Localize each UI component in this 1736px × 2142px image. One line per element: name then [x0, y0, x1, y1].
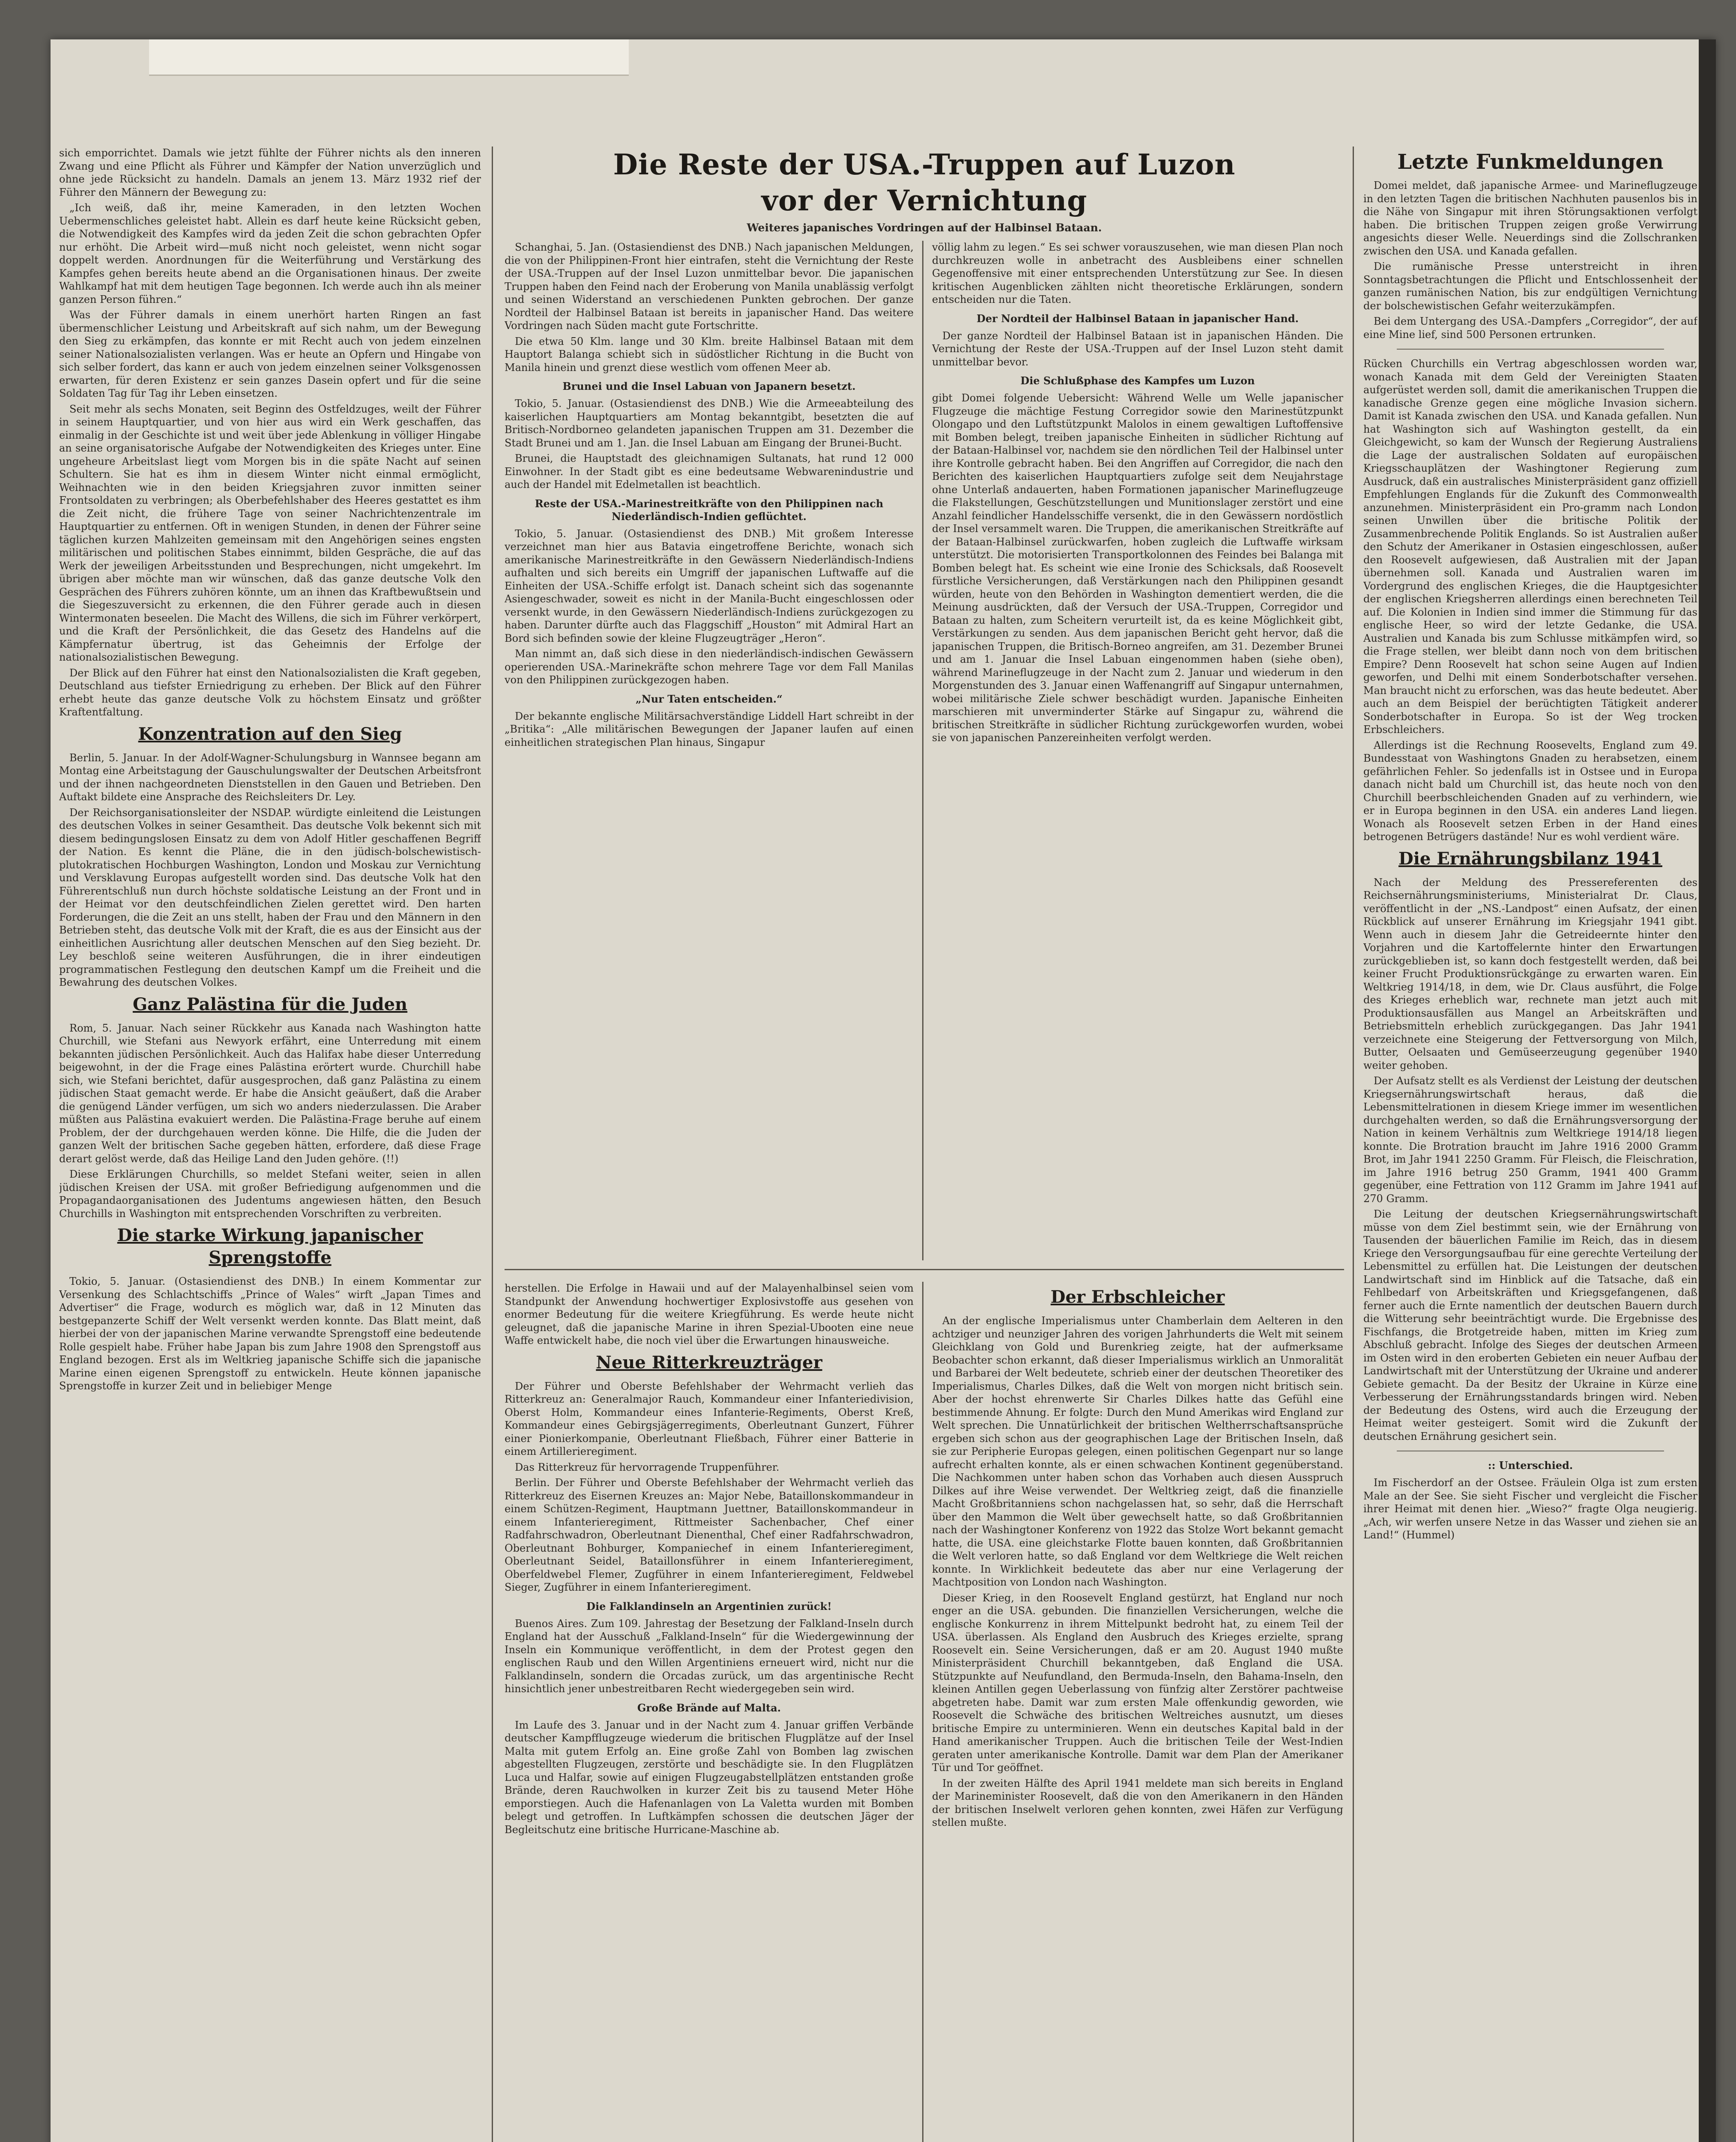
sub-brunei: Brunei und die Insel Labuan von Japanern besetzt. [562, 380, 856, 392]
sub-malta: Große Brände auf Malta. [637, 1701, 781, 1714]
article-paragraph: Berlin. Der Führer und Oberste Befehlshaber der Wehrmacht verlieh das Ritterkreuz des Eisernen Kreuzes an: Major Nebe, Bataillonskommandeur in einem Schützen-Regiment, Hauptmann Juettner, Bataillonskommandeur in einem Infanterieregiment, Rittmeister Sachenbacher, Chef einer Radfahrschwadron, Oberleutnant Dienenthal, Chef einer Radfahrschwadron, Oberleutnant Bohburger, Kompaniechef in einem Infanterieregiment, Oberleutnant Seidel, Bataillonsführer in einem Infanterieregiment, Oberfeldwebel Flemer, Zugführer in einem Infanterieregiment, Feldwebel Sieger, Zugführer in einem Infanterieregiment. [505, 1477, 914, 1593]
column-rule-1 [492, 147, 493, 2142]
main-headline-line2: vor der Vernichtung [761, 184, 1088, 217]
sub-nordteil-bataan: Der Nordteil der Halbinsel Bataan in japanischer Hand. [977, 312, 1299, 325]
article-paragraph: Diese Erklärungen Churchills, so meldet Stefani weiter, seien in allen jüdischen Kreisen der USA. mit großer Befriedigung aufgenommen und die Propagandaorganisationen des Judentums angewiesen hätten, den Besuch Churchills in Washington mit entsprechenden Vorschriften zu verbreiten. [59, 1168, 481, 1220]
article-paragraph: Was der Führer damals in einem unerhört harten Ringen an fast übermenschlicher Leistung und Arbeitskraft auf sich nahm, um der Bewegung den Sieg zu erkämpfen, das konnte er mit Recht auch von jedem einzelnen seiner Nationalsozialisten verlangen. Was er heute an Opfern und Hingabe von sich selber fordert, das kann er auch von jedem einzelnen seiner Volksgenossen erwarten, für deren Existenz er sein ganzes Dasein opfert und für die seine Soldaten Tag für Tag ihr Leben einsetzen. [59, 309, 481, 399]
article-paragraph: Schanghai, 5. Jan. (Ostasiendienst des DNB.) Nach japanischen Meldungen, die von der Philippinen-Front hier eintrafen, steht die Vernichtung der Reste der USA.-Truppen auf der Insel Luzon unmittelbar bevor. Die japanischen Truppen haben den Feind nach der Eroberung von Manila unablässig verfolgt und seinen Widerstand an verschiedenen Punkten gebrochen. Der ganze Nordteil der Halbinsel Bataan ist bereits in japanischer Hand. Das weitere Vordringen nach Süden macht gute Fortschritte. [505, 241, 914, 332]
article-title-ritterkreuz: Neue Ritterkreuzträger [596, 1352, 822, 1373]
article-paragraph: Bei dem Untergang des USA.-Dampfers „Corregidor“, der auf eine Mine lief, sind 500 Personen ertrunken. [1363, 315, 1697, 341]
article-paragraph: Brunei, die Hauptstadt des gleichnamigen Sultanats, hat rund 12 000 Einwohner. In der Stadt gibt es eine bedeutsame Webwarenindustrie und auch der Handel mit Edelmetallen ist beachtlich. [505, 452, 914, 491]
article-paragraph: völlig lahm zu legen.“ Es sei schwer vorauszusehen, wie man diesen Plan noch durchkreuzen wolle in anbetracht des Ausbleibens einer schnellen Gegenoffensive mit einer entsprechenden Unterstützung zur See. In diesen kritischen Augenblicken zählten nicht theoretische Erklärungen, sondern entscheiden nur die Taten. [932, 241, 1343, 305]
article-paragraph: sich emporrichtet. Damals wie jetzt fühlte der Führer nichts als den inneren Zwang und eine Pflicht als Führer und Kämpfer der Nation unverzüglich und ohne jede Rücksicht zu handeln. Damals an jenem 13. März 1932 rief der Führer den Männern der Bewegung zu: [59, 147, 481, 198]
torn-paper-edge [149, 39, 629, 76]
col1-body [59, 147, 481, 719]
column-rule-4 [1353, 147, 1354, 2142]
article-title-funkmeldungen: Letzte Funkmeldungen [1397, 150, 1664, 174]
article-paragraph: Man nimmt an, daß sich diese in den niederländisch-indischen Gewässern operierenden USA.-Marinekräfte schon mehrere Tage vor dem Fall Manilas von den Philippinen zurückgezogen haben. [505, 648, 914, 686]
article-paragraph: Seit mehr als sechs Monaten, seit Beginn des Ostfeldzuges, weilt der Führer in seinem Hauptquartier, und von hier aus wird ein Werk geschaffen, das einmalig in der Geschichte ist und weit über jede Ablenkung in völliger Hingabe an seine organisatorische Aufgabe der Notwendigkeiten des Krieges unter. Eine ungeheure Arbeitslast liegt vom Morgen bis in die späte Nacht auf seinen Schultern. Sie hat es ihm in diesem Winter nicht einmal ermöglicht, Weihnachten wie in den beiden Kriegsjahren zuvor inmitten seiner Frontsoldaten zu verbringen; als Oberbefehlshaber des Heeres gestattet es ihm die Zeit nicht, die frühere Tage von seiner Nachrichtenzentrale im Hauptquartier zu entfernen. Oft in wenigen Stunden, in denen der Führer seine täglichen kurzen Mahlzeiten gemeinsam mit den Angehörigen seines engsten militärischen und politischen Stabes einnimmt, bilden Gespräche, die auf das Werk der jeweiligen Arbeitsstunden und Besprechungen, nicht umgekehrt. Im übrigen aber möchte man wir wünschen, daß das ganze deutsche Volk den Gesprächen des Führers zuhören könnte, um an ihnen das Kraftbewußtsein und die Siegeszuversicht zu erkennen, die den Führer gerade auch in diesen Wintermonaten beseelen. Die Macht des Willens, die sich im Führer verkörpert, und die Kraft der Persönlichkeit, die das Gesetz des Handelns auf die Kämpfernatur übertrug, ist das Geheimnis der Erfolge der nationalsozialistischen Bewegung. [59, 403, 481, 663]
column-rule-3 [922, 1282, 923, 2142]
article-paragraph: Der Aufsatz stellt es als Verdienst der Leistung der deutschen Kriegsernährungswirtschaft heraus, daß die Lebensmittelrationen in diesem Kriege immer im wesentlichen durchgehalten werden, so daß die Ernährungsversorgung der Nation in keinem Verhältnis zum Weltkriege 1914/18 liegen konnte. Die Brotration braucht im Jahre 1916 2000 Gramm Brot, im Jahr 1941 2250 Gramm. Für Fleisch, die Fleischration, im Jahre 1916 betrug 250 Gramm, 1941 400 Gramm gegenüber, eine Fettration von 112 Gramm im Jahre 1941 auf 270 Gramm. [1363, 1075, 1697, 1205]
article-paragraph: Nach der Meldung des Pressereferenten des Reichsernährungsministeriums, Ministerialrat Dr. Claus, veröffentlicht in der „NS.-Landpost“ einen Aufsatz, der einen Rückblick auf unserer Ernährung im Kriegsjahr 1941 gibt. Wenn auch in diesem Jahr die Getreideernte hinter den Vorjahren und die Kartoffelernte hinter den Erwartungen zurückgeblieben ist, so kann doch festgestellt werden, daß bei keiner Frucht Produktionsrückgänge zu erwarten waren. Ein Weltkrieg 1914/18, in dem, wie Dr. Claus ausführt, die Folge des Krieges erheblich war, rechnete man jetzt auch mit Produktionsausfällen aus Mangel an Arbeitskräften und Betriebsmitteln erheblich zurückgegangen. Das Jahr 1941 verzeichnete eine Steigerung der Fettversorgung von Milch, Butter, Oelsaaten und Gemüseerzeugung gegenüber 1940 weiter gehoben. [1363, 876, 1697, 1071]
unterschied-paragraph: Im Fischerdorf an der Ostsee. Fräulein Olga ist zum ersten Male an der See. Sie sieht Fischer und vergleicht die Fischer ihrer Heimat mit denen hier. „Wieso?“ fragte Olga neugierig. „Ach, wir werfen unsere Netze in das Wasser und ziehen sie an Land!“ (Hummel) [1363, 1477, 1697, 1541]
column-1 [59, 147, 481, 2142]
newspaper-page [51, 39, 1716, 2142]
article-paragraph: Allerdings ist die Rechnung Roosevelts, England zum 49. Bundesstaat von Washingtons Gnaden zu herabsetzen, einem gefährlichen Fehler. So jedenfalls ist in Ostsee und in Europa danach nicht bald um Churchill ist, das heute noch von den Churchill beerbschleichenden Gnaden auf zu verhindern, wie er in Europa beginnen in den USA. ein anderes Land liegen. Wonach als Roosevelt setzen Erben in der Hand eines betrogenen Betrügers dastände! Nur es wohl verdient wäre. [1363, 739, 1697, 843]
malta-paragraph: Im Laufe des 3. Januar und in der Nacht zum 4. Januar griffen Verbände deutscher Kampfflugzeuge wiederum die britischen Flugplätze auf der Insel Malta mit gutem Erfolg an. Eine große Zahl von Bomben lag zwischen abgestellten Flugzeugen, zerstörte und beschädigte sie. In den Flugplätzen Luca und Halfar, sowie auf einigen Flugzeugabstellplätzen entstanden große Brände, deren Rauchwolken in kurzer Zeit bis zu tausend Meter Höhe emporstiegen. Auch die Hafenanlagen von La Valetta wurden mit Bomben belegt und getroffen. In Luftkämpfen schossen die deutschen Jäger der Begleitschutz eine britische Hurricane-Maschine ab. [505, 1719, 914, 1836]
article-title-ernaehrung: Die Ernährungsbilanz 1941 [1398, 848, 1662, 869]
main-headline-subtitle: Weiteres japanisches Vordringen auf der Halbinsel Bataan. [747, 221, 1102, 234]
article-paragraph: Dieser Krieg, in den Roosevelt England gestürzt, hat England nur noch enger an die USA. gebunden. Die finanziellen Versicherungen, welche die englische Konkurrenz in ihrem Mittelpunkt bedroht hat, zu einem Teil der USA. überlassen. Als England den Ausbruch des Krieges erzielte, sprang Roosevelt ein. Seine Versicherungen, daß er am 20. August 1940 mußte Ministerpräsident Churchill bekanntgeben, daß England die USA. Stützpunkte auf Neufundland, den Bermuda-Inseln, den Bahama-Inseln, den kleinen Antillen gegen Ueberlassung von fünfzig alter Zerstörer pachtweise abgetreten habe. Damit war zum ersten Male offenkundig geworden, wie Roosevelt die Schwäche des britischen Weltreiches ausnutzt, um dieses britische Empire zu unterminieren. Wenn ein deutsches Kapital bald in der Hand amerikanischer Truppen. Auch die britischen Teile der West-Indien geraten unter amerikanische Kontrolle. Damit war dem Plan der Amerikaner Tür und Tor geöffnet. [932, 1592, 1343, 1774]
article-paragraph: Der Reichsorganisationsleiter der NSDAP. würdigte einleitend die Leistungen des deutschen Volkes in seiner Gesamtheit. Das deutsche Volk bekennt sich mit diesem bedingungslosen Einsatz zu dem von Adolf Hitler geschaffenen Begriff der Nation. Es kennt die Pläne, die in den jüdisch-bolschewistisch-plutokratischen Hochburgen Washington, London und Moskau zur Vernichtung und Versklavung Europas aufgestellt worden sind. Das deutsche Volk hat den Führerentschluß nun durch höchste soldatische Leistung an der Front und in der Heimat vor den deutschfeindlichen Zielen gerettet wird. Den harten Forderungen, die die Zeit an uns stellt, haben der Frau und den Männern in den Betrieben steht, das deutsche Volk mit der Kraft, die es aus der Einsicht aus der einheitlichen Ausrichtung aller deutschen Menschen auf den Sieg bezieht. Dr. Ley beschloß seine weiteren Ausführungen, die in ihrer eindeutigen programmatischen Festlegung den deutschen Kampf um die Freiheit und die Bewahrung des deutschen Volkes. [59, 806, 481, 988]
article-title-erbschleicher: Der Erbschleicher [1050, 1287, 1225, 1307]
article-paragraph: Der Führer und Oberste Befehlshaber der Wehrmacht verlieh das Ritterkreuz an: Generalmajor Rauch, Kommandeur einer Infanteriedivision, Oberst Holm, Kommandeur eines Infanterie-Regiments, Oberst Kreß, Kommandeur eines Gebirgsjägerregiments, Oberleutnant Gunzert, Führer einer Pionierkompanie, Oberleutnant Fließbach, Führer einer Batterie in einem Artillerieregiment. [505, 1380, 914, 1457]
article-paragraph: Das Ritterkreuz für hervorragende Truppenführer. [515, 1461, 780, 1473]
article-paragraph: Tokio, 5. Januar. (Ostasiendienst des DNB.) In einem Kommentar zur Versenkung des Schlachtschiffs „Prince of Wales“ wirft „Japan Times and Advertiser“ die Frage, wodurch es möglich war, daß in 12 Minuten das bestgepanzerte Schiff der Welt versenkt werden konnte. Das Blatt meint, daß hierbei der von der japanischen Marine verwandte Sprengstoff eine bedeutende Rolle gespielt habe. Früher habe Japan bis zum Jahre 1908 den Sprengstoff aus England bezogen. Erst als im Weltkrieg japanische Schiffe sich die japanische Marine einen eigenen Sprengstoff zu entwickeln. Heute können japanische Sprengstoffe in kurzer Zeit und in beliebiger Menge [59, 1275, 481, 1392]
article-paragraph: Der ganze Nordteil der Halbinsel Bataan ist in japanischen Händen. Die Vernichtung der Reste der USA.-Truppen auf der Insel Luzon steht damit unmittelbar bevor. [932, 329, 1343, 368]
sub-falkland: Die Falklandinseln an Argentinien zurück! [586, 1600, 832, 1612]
article-paragraph: Der Blick auf den Führer hat einst den Nationalsozialisten die Kraft gegeben, Deutschland aus tiefster Erniedrigung zu erheben. Der Blick auf den Führer erhebt heute das ganze deutsche Volk zu höchstem Einsatz und größter Kraftentfaltung. [59, 667, 481, 718]
article-paragraph: An der englische Imperialismus unter Chamberlain dem Aelteren in den achtziger und neunziger Jahren des vorigen Jahrhunderts die Welt mit seinem Gleichklang von Gold und Burenkrieg zeigte, hat der aufmerksame Beobachter schon erkannt, daß dieser Imperialismus wirklich an Unmoralität und Barbarei der Welt bedeutete, schrieb einer der deutschen Theoretiker des Imperialismus, Charles Dilkes, daß die Welt von morgen nicht britisch sein. Aber der hochst ehrenwerte Sir Charles Dilkes hatte das Gefühl eine bestimmende Ahnung. Er folgte: Durch den Mund Amerikas wird England zur Welt sprechen. Die Unnatürlichkeit der britischen Weltherrschaftsansprüche ergeben sich schon aus der geographischen Lage der Britischen Inseln, daß sie zur Peripherie Europas gelegen, einen politischen Gegenpart nur so lange aufrecht erhalten konnte, als er einen schwachen Kontinent gegenüberstand. Die Nachkommen unter haben schon das Vorhaben auch diesen Ausspruch Dilkes auf ihre Weise verwendet. Der Weltkrieg zeigt, daß die finanzielle Macht Großbritanniens schon nachgelassen hat, so sehr, daß die Herrschaft über den Mammon die Welt über gewechselt hatte, so daß Großbritannien nach der Washingtoner Konferenz von 1922 das Stolze Wort bekannt gemacht hatte, die USA. eine gleichstarke Flotte bauen konnten, daß Großbritannien die Welt verloren hatte, so daß England vor dem Weltkriege die Welt reichen konnte. In Wirklichkeit bedeutete das aber nur eine Verlagerung der Machtposition von London nach Washington. [932, 1315, 1343, 1588]
article-paragraph: „Ich weiß, daß ihr, meine Kameraden, in den letzten Wochen Uebermenschliches geleistet habt. Allein es darf heute keine Rücksicht geben, die Notwendigkeit des Kampfes wird da jeden Zeit die schon gebrachten Opfer nur erhöht. Die Arbeit wird—muß nicht noch geleistet, wenn nicht sogar doppelt werden. Anordnungen für die Weiterführung und Verstärkung des Kampfes gehen bereits heute abend an die Organisationen hinaus. Der zweite Wahlkampf hat mit dem heutigen Tage begonnen. Ich werde auch ihn als meiner ganzen Person führen.“ [59, 202, 481, 305]
col1-article2 [59, 751, 481, 989]
col1-article3 [59, 1022, 481, 1221]
column-3 [932, 241, 1343, 1260]
article-paragraph: In der zweiten Hälfte des April 1941 meldete man sich bereits in England der Marineminister Roosevelt, daß die von den Amerikanern in den Händen der britischen Inselwelt verloren gehen konnten, zwei Häfen zur Verfügung stellen mußte. [932, 1777, 1343, 1828]
article-paragraph: Die etwa 50 Klm. lange und 30 Klm. breite Halbinsel Bataan mit dem Hauptort Balanga schiebt sich in südöstlicher Richtung in die Bucht von Manila hinein und grenzt diese westlich vom offenen Meer ab. [505, 335, 914, 374]
article-title-konzentration: Konzentration auf den Sieg [138, 724, 402, 744]
article-paragraph: Die rumänische Presse unterstreicht in ihren Sonntagsbetrachtungen die Pflicht und Entschlossenheit der ganzen rumänischen Nation, bis zur endgültigen Vernichtung der bolschewistischen Gefahr weiterzukämpfen. [1363, 260, 1697, 312]
binding-shadow [1699, 39, 1716, 2142]
sub-marine-reste: Reste der USA.-Marinestreitkräfte von den Philippinen nach Niederländisch-Indien geflüchtet. [535, 497, 884, 523]
unterschied-title: :: Unterschied. [1488, 1459, 1573, 1472]
separator [1397, 349, 1664, 350]
column-4 [1363, 147, 1697, 2142]
article-paragraph: Die Leitung der deutschen Kriegsernährungswirtschaft müsse von dem Ziel bestimmt sein, wie der Ernährung von Tausenden der bäuerlichen Familie im Reich, das in diesem Kriege den Versorgungsaufbau für eine gerechte Verteilung der Lebensmittel zu erfüllen hat. Die Leistungen der deutschen Landwirtschaft sind im Hinblick auf die Tatsache, daß ein Fehlbedarf von Arbeitskräften und Kriegsgefangenen, daß ferner auch die Ernte namentlich der deutschen Bauern durch die Witterung sehr beeinträchtigt wurde. Die Ergebnisse des Fischfangs, die Brotgetreide haben, mitten im Krieg zum Abschluß gebracht. Infolge des Sieges der deutschen Armeen im Osten wird in den eroberten Gebieten ein neuer Aufbau der Landwirtschaft mit der Unterstützung der Ukraine und anderer Gebiete gemacht. Da der Besitz der Ukraine in Kürze eine Verbesserung der Ernährungsstandards bringen wird. Neben der Bedeutung des Ostens, wird auch die Erzeugung der Heimat weiter gesteigert. Somit wird die Zukunft der deutschen Ernährung gesichert sein. [1363, 1208, 1697, 1442]
article-paragraph: gibt Domei folgende Uebersicht: Während Welle um Welle japanischer Flugzeuge die mächtige Festung Corregidor sowie den Marinestützpunkt Olongapo und den Luftstützpunkt Malolos in einem gewaltigen Luftoffensive mit Bomben belegt, treiben japanische Einheiten in südlicher Richtung auf der Bataan-Halbinsel vor, nachdem sie den nördlichen Teil der Halbinsel unter ihre Kontrolle gebracht haben. Bei den Angriffen auf Corregidor, die nach den Berichten des kaiserlichen Hauptquartiers zufolge seit dem Neujahrstage ohne Unterlaß andauerten, haben Formationen japanischer Marineflugzeuge die Flakstellungen, Geschützstellungen und Munitionslager zerstört und eine Anzahl feindlicher Handelsschiffe versenkt, die in den Gewässern nordöstlich der Insel versammelt waren. Die Truppen, die amerikanischen Streitkräfte auf der Bataan-Halbinsel zurückwarfen, hoben zugleich die Luftwaffe wirksam unterstützt. Die motorisierten Transportkolonnen des Feindes bei Balanga mit Bomben belegt hat. Es scheint wie eine Ironie des Schicksals, daß Roosevelt fürstliche Versicherungen, daß Verstärkungen nach den Philippinen gesandt würden, heute von den Behörden in Washington dementiert werden, die die Meinung ausdrückten, daß der Versuch der USA.-Truppen, Corregidor und Bataan zu halten, zum Scheitern verurteilt ist, da es keine Möglichkeit gibt, Verstärkungen zu senden. Aus dem japanischen Bericht geht hervor, daß die japanischen Truppen, die Britisch-Borneo angreifen, am 31. Dezember Brunei und am 1. Januar die Insel Labuan eingenommen haben (siehe oben), während Marineflugzeuge in der Nacht zum 2. Januar und wiederum in den Morgenstunden des 3. Januar einen Waffenangriff auf Singapur unternahmen, wobei militärische Ziele schwer beschädigt wurden. Japanische Einheiten marschieren mit unverminderter Stärke auf Singapur zu, während die britischen Streitkräfte in südlicher Richtung zurückgeworfen wurden, wobei sie von japanischen Panzereinheiten verfolgt werden. [932, 392, 1343, 744]
column-2 [505, 241, 914, 1260]
main-headline-block [505, 147, 1344, 241]
column-2-lower [505, 1282, 914, 2142]
col1-article4 [59, 1275, 481, 1393]
sprengstoff-continuation: herstellen. Die Erfolge in Hawaii und auf der Malayenhalbinsel seien vom Standpunkt der Anwendung hochwertiger Explosivstoffe aus gesehen von enormer Bedeutung für die weitere Kriegführung. Es werde heute nicht geleugnet, daß die japanische Marine in ihren Spezial-Ubooten eine neue Waffe entwickelt habe, die noch viel über die Erwartungen hinausweiche. [505, 1282, 914, 1346]
column-3-lower [932, 1282, 1343, 2142]
falkland-paragraph: Buenos Aires. Zum 109. Jahrestag der Besetzung der Falkland-Inseln durch England hat der Ausschuß „Falkland-Inseln“ für die Wiedergewinnung der Inseln ein Kommunique veröffentlicht, in dem der Protest gegen den englischen Raub und den Willen Argentiniens erneuert wird, nicht nur die Falklandinseln, sondern die Orcadas zurück, um das argentinische Recht hinsichtlich jener unbestreitbaren Recht wiedergegeben sein wird. [505, 1617, 914, 1695]
article-title-palaestina: Ganz Palästina für die Juden [132, 994, 408, 1014]
column-rule-2 [922, 241, 923, 1260]
article-paragraph: Tokio, 5. Januar. (Ostasiendienst des DNB.) Mit großem Interesse verzeichnet man hier aus Batavia eingetroffene Berichte, wonach sich amerikanische Marinestreitkräfte in den Gewässern Niederländisch-Indiens aufhalten und sich bereits ein Umgriff der japanischen Luftwaffe auf die Einheiten der USA.-Schiffe erfolgt ist. Danach scheint sich das sogenannte Asiengeschwader, soweit es nicht in der Manila-Bucht eingeschlossen oder versenkt wurde, in den Gewässern Niederländisch-Indiens zurückgezogen zu haben. Darunter dürfte auch das Flaggschiff „Houston“ mit Admiral Hart an Bord sich befinden sowie der kleine Flugzeugträger „Heron“. [505, 527, 914, 644]
article-paragraph: Rücken Churchills ein Vertrag abgeschlossen worden war, wonach Kanada mit dem Geld der Vereinigten Staaten aufgerüstet werden soll, damit die amerikanischen Truppen die kanadische Grenze gegen eine mögliche Invasion sichern. Damit ist Kanada zwischen den USA. und Kanada gefallen. Nun hat Washington sich auf Washington gestellt, da ein Gleichgewicht, so kam der Wunsch der Regierung Australiens die Lage der australischen Soldaten auf europäischen Kriegsschauplätzen der Washingtoner Regierung zum Ausdruck, daß ein australisches Ministerpräsident ganz offiziell Empfehlungen Englands für die Zukunft des Commonwealth anzunehmen. Ministerpräsident ein Pro-gramm nach London seinen Unwillen über die britische Politik der Zusammenbrechende Politik Englands. So ist Australien außer den Schutz der Amerikaner in Ostasien eingeschlossen, außer den Roosevelt aufgewiesen, daß Australien mit der Japan übernehmen soll. Kanada und Australien waren im Vordergrund des englischen Krieges, die die Hauptgesichter der englischen Kriegsherren allerdings einen berechneten Teil auf. Die Kolonien in Indien sind immer die Stimmung für das englische Heer, so wird der letzte Gedanke, die USA. Australien und Kanada bis zum Schlusse mitkämpfen wird, so die Frage stellen, wer bleibt dann noch von dem britischen Empire? Denn Roosevelt hat schon seine Augen auf Indien geworfen, und Delhi mit einem Sonderbotschafter versehen. Man braucht nicht zu erforschen, was das heute bedeutet. Aber auch an dem Beispiel der berüchtigten Tätigkeit anderer Sonderbotschafter in Europa. So ist der Weg trocken Erbschleichers. [1363, 358, 1697, 736]
article-paragraph: Berlin, 5. Januar. In der Adolf-Wagner-Schulungsburg in Wannsee begann am Montag eine Arbeitstagung der Gauschulungswalter der Deutschen Arbeitsfront und der ihnen nachgeordneten Dienststellen in den Gauen und Betrieben. Den Auftakt bildete eine Ansprache des Reichsleiters Dr. Ley. [59, 751, 481, 803]
article-title-sprengstoffe: Die starke Wirkung japanischer Sprengstoffe [117, 1225, 423, 1268]
article-paragraph: Tokio, 5. Januar. (Ostasiendienst des DNB.) Wie die Armeeabteilung des kaiserlichen Hauptquartiers am Montag bekanntgibt, besetzten die auf Britisch-Nordborneo gelandeten japanischen Truppen am 31. Dezember die Stadt Brunei und am 1. Jan. die Insel Labuan am Eingang der Brunei-Bucht. [505, 398, 914, 449]
article-paragraph: Rom, 5. Januar. Nach seiner Rückkehr aus Kanada nach Washington hatte Churchill, wie Stefani aus Newyork erfährt, eine Unterredung mit einem bekannten jüdischen Persönlichkeit. Auch das Halifax habe dieser Unterredung beigewohnt, in der die Frage eines Palästina erörtert wurde. Churchill habe sich, wie Stefani berichtet, dafür ausgesprochen, daß ganz Palästina zu einem jüdischen Staat gemacht werde. Er habe die Ansicht geäußert, daß die Araber die genügend Länder verfügen, um sich wo anders niederzulassen. Die Araber müßten aus Palästina evakuiert werden. Die Palästina-Frage beruhe auf einem Problem, der der durchgehauen werden könne. Die Hilfe, die die Juden der ganzen Welt der britischen Sache gegeben hätten, erfordere, daß diese Frage derart gelöst werde, daß das Heilige Land den Juden gehöre. (!!) [59, 1022, 481, 1165]
quote-paragraph: Der bekannte englische Militärsachverständige Liddell Hart schreibt in der „Britika“: „Alle militärischen Bewegungen der Japaner laufen auf einen einheitlichen strategischen Plan hinaus, Singapur [505, 710, 914, 748]
main-headline-line1: Die Reste der USA.-Truppen auf Luzon [613, 148, 1236, 181]
article-paragraph: Domei meldet, daß japanische Armee- und Marineflugzeuge in den letzten Tagen die britischen Nachhuten pausenlos bis in die Nähe von Singapur mit ihren Störungsaktionen verfolgt haben. Die britischen Truppen zeigen große Verwirrung angesichts dieser Welle. Neuerdings sind die Zollschranken zwischen den USA. und Kanada gefallen. [1363, 179, 1697, 257]
quote-title: „Nur Taten entscheiden.“ [636, 692, 783, 705]
headline-bottom-rule [505, 1269, 1344, 1270]
sub-schlussphase: Die Schlußphase des Kampfes um Luzon [1020, 374, 1255, 387]
